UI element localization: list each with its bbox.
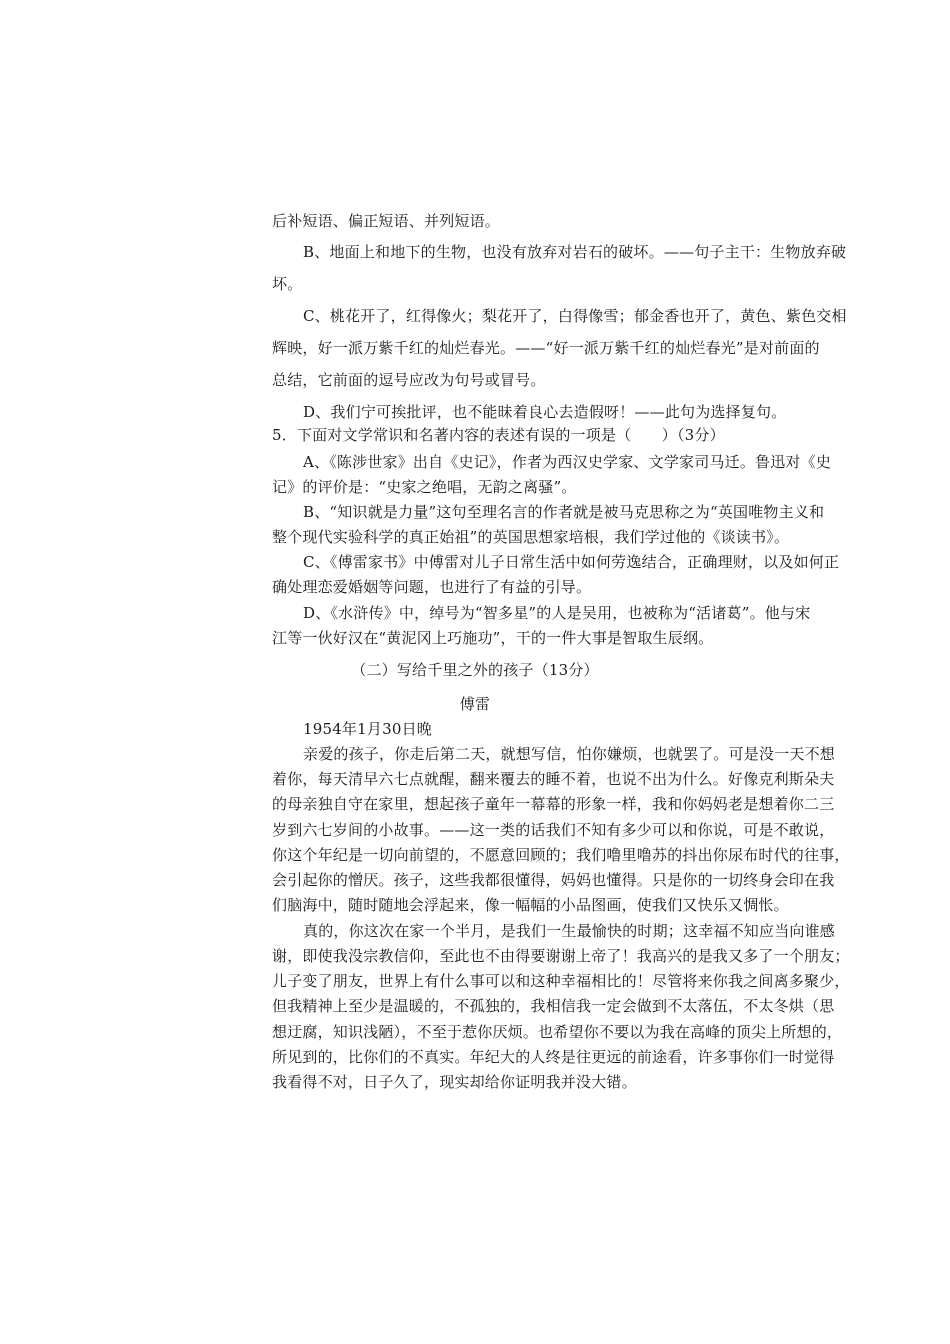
paragraph-line: 的母亲独自守在家里，想起孩子童年一幕幕的形象一样，我和你妈妈老是想着你二三 xyxy=(272,795,835,813)
paragraph-line: 会引起你的憎厌。孩子，这些我都很懂得，妈妈也懂得。只是你的一切终身会印在我 xyxy=(272,871,835,889)
text-line: D、我们宁可挨批评，也不能昧着良心去造假呀！——此句为选择复句。 xyxy=(303,403,787,421)
passage-author: 傅雷 xyxy=(459,695,491,713)
paragraph-line: 儿子变了朋友，世界上有什么事可以和这种幸福相比的！尽管将来你我之间离多聚少， xyxy=(272,972,850,990)
paragraph-line: 但我精神上至少是温暖的，不孤独的，我相信我一定会做到不太落伍，不太冬烘（思 xyxy=(272,997,835,1015)
option-line: A、《陈涉世家》出自《史记》，作者为西汉史学家、文学家司马迁。鲁迅对《史 xyxy=(303,453,832,471)
passage-heading: （二）写给千里之外的孩子（13分） xyxy=(351,661,599,679)
question-stem: 5．下面对文学常识和名著内容的表述有误的一项是（ ）（3分） xyxy=(272,426,725,444)
text-line: 坏。 xyxy=(272,275,303,293)
paragraph-line: 我看得不对，日子久了，现实却给你证明我并没大错。 xyxy=(272,1073,637,1091)
paragraph-line: 着你，每天清早六七点就醒，翻来覆去的睡不着，也说不出为什么。好像克利斯朵夫 xyxy=(272,770,835,788)
paragraph-line: 所见到的，比你们的不真实。年纪大的人终是往更远的前途看，许多事你们一时觉得 xyxy=(272,1048,835,1066)
paragraph-line: 们脑海中，随时随地会浮起来，像一幅幅的小品图画，使我们又快乐又惆怅。 xyxy=(272,896,789,914)
option-line: B、“知识就是力量”这句至理名言的作者就是被马克思称之为“英国唯物主义和 xyxy=(303,503,825,521)
option-line: D、《水浒传》中，绰号为“智多星”的人是吴用，也被称为“活诸葛”。他与宋 xyxy=(303,604,811,622)
option-line: 确处理恋爱婚姻等问题，也进行了有益的引导。 xyxy=(272,578,592,596)
option-line: 江等一伙好汉在“黄泥冈上巧施功”，干的一件大事是智取生辰纲。 xyxy=(272,629,714,647)
option-line: 记》的评价是：“史家之绝唱，无韵之离骚”。 xyxy=(272,478,577,496)
option-line: 整个现代实验科学的真正始祖”的英国思想家培根，我们学过他的《谈读书》。 xyxy=(272,528,790,546)
paragraph-line: 岁到六七岁间的小故事。——这一类的话我们不知有多少可以和你说，可是不敢说， xyxy=(272,821,835,839)
text-line: 辉映，好一派万紫千红的灿烂春光。——“好一派万紫千红的灿烂春光”是对前面的 xyxy=(272,339,820,357)
text-line: 总结，它前面的逗号应改为句号或冒号。 xyxy=(272,371,546,389)
paragraph-line: 想迂腐，知识浅陋），不至于惹你厌烦。也希望你不要以为我在高峰的顶尖上所想的， xyxy=(272,1023,843,1041)
paragraph-line: 亲爱的孩子，你走后第二天，就想写信，怕你嫌烦，也就罢了。可是没一天不想 xyxy=(303,745,836,763)
option-line: C、《傅雷家书》中傅雷对儿子日常生活中如何劳逸结合，正确理财，以及如何正 xyxy=(303,553,840,571)
paragraph-line: 谢，即使我没宗教信仰，至此也不由得要谢谢上帝了！我高兴的是我又多了一个朋友； xyxy=(272,947,850,965)
paragraph-line: 你这个年纪是一切向前望的，不愿意回顾的；我们噜里噜苏的抖出你尿布时代的往事， xyxy=(272,846,850,864)
paragraph-line: 真的，你这次在家一个半月，是我们一生最愉快的时期；这幸福不知应当向谁感 xyxy=(303,922,836,940)
text-line: B、地面上和地下的生物，也没有放弃对岩石的破坏。——句子主干：生物放弃破 xyxy=(303,243,847,261)
text-line: C、桃花开了，红得像火；梨花开了，白得像雪；郁金香也开了，黄色、紫色交相 xyxy=(303,307,847,325)
letter-date: 1954年1月30日晚 xyxy=(303,720,433,738)
text-line: 后补短语、偏正短语、并列短语。 xyxy=(272,212,501,230)
